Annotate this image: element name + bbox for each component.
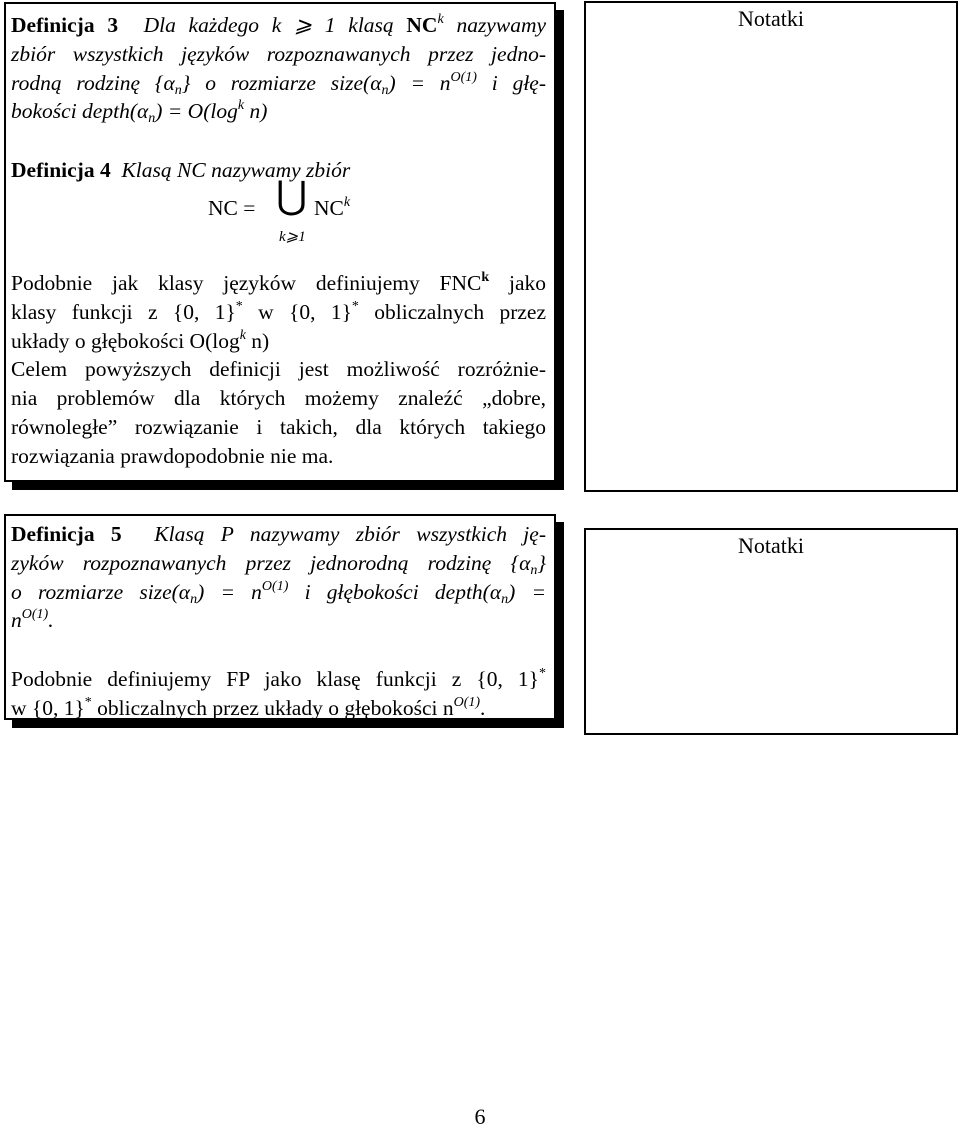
formula-subscript: k⩾1 [279, 228, 306, 245]
definition-3 [11, 11, 546, 126]
paragraph-fnc [11, 269, 546, 471]
def3-line-2: zbiór wszystkich języków rozpoznawanych przez jedno- [11, 41, 546, 66]
para1-line-2: klasy funkcji z {0, 1}* w {0, 1}* obliczalnych przez [11, 298, 547, 324]
notes-box-1 [584, 1, 958, 492]
def5-label: Definicja 5 [11, 522, 122, 546]
para1-line-3: układy o głębokości $O(\log^k$ n) [11, 327, 270, 353]
def3-line-4: bokości $depth(\alpha_n) = O(\log^k$ n) [11, 98, 268, 127]
para1-line-7: rozwiązania prawdopodobnie nie ma. [11, 443, 334, 468]
big-union-symbol: ⋃ [276, 172, 308, 217]
formula-lhs: NC = [208, 195, 256, 220]
paragraph-fp [11, 665, 546, 723]
formula-rhs: $NC^k$ [314, 194, 351, 220]
def5-line-2: zyków rozpoznawanych przez jednorodną rodzinę $\{\alpha_n\}$ [11, 550, 546, 578]
def5-line-1: Definicja 5 Klasą P nazywamy zbiór wszystkich ję- [11, 522, 546, 546]
slide-2 [4, 514, 556, 720]
para1-line-4: Celem powyższych definicji jest możliwość rozróżnie- [11, 357, 546, 382]
notes-label-2: Notatki [738, 533, 804, 558]
def3-line-3: rodną rodzinę $\{\alpha_n\}$ o rozmiarze $size(\alpha_n) = n^{O(1)}$ i głę- [11, 69, 546, 98]
notes-label-1: Notatki [738, 6, 804, 31]
def5-line-3: o rozmiarze $size(\alpha_n) = n^{O(1)}$ i głębokości $depth(\alpha_n)$ = [11, 578, 546, 607]
def4-text: Klasą NC nazywamy zbiór [121, 158, 351, 183]
para1-line-6: równoległe” rozwiązanie i takich, dla których takiego [11, 414, 546, 439]
def5-line-4: $n^{O(1)}$. [11, 607, 54, 633]
def3-label: Definicja 3 [11, 13, 119, 37]
def4-label: Definicja 4 [11, 158, 111, 183]
para1-line-5: nia problemów dla których możemy znaleźć „dobre, [11, 386, 546, 411]
def3-line-1 [11, 11, 546, 40]
slide-1 [4, 2, 556, 482]
para2-line-1: Podobnie definiujemy FP jako klasę funkcji z {0, 1}* [11, 666, 546, 692]
def3-text-1: Dla każdego k ⩾ 1 klasą $NC^k$ nazywamy [143, 12, 547, 37]
para2-line-2: w {0, 1}* obliczalnych przez układy o głębokości $n^{O(1)}$. [11, 694, 486, 720]
para1-line-1: Podobnie jak klasy języków definiujemy FNC$^k$ jako [11, 269, 546, 295]
nc-union-formula [11, 172, 546, 269]
definition-5 [11, 520, 546, 635]
page-number: 6 [474, 1104, 486, 1129]
notes-box-2 [584, 528, 958, 735]
